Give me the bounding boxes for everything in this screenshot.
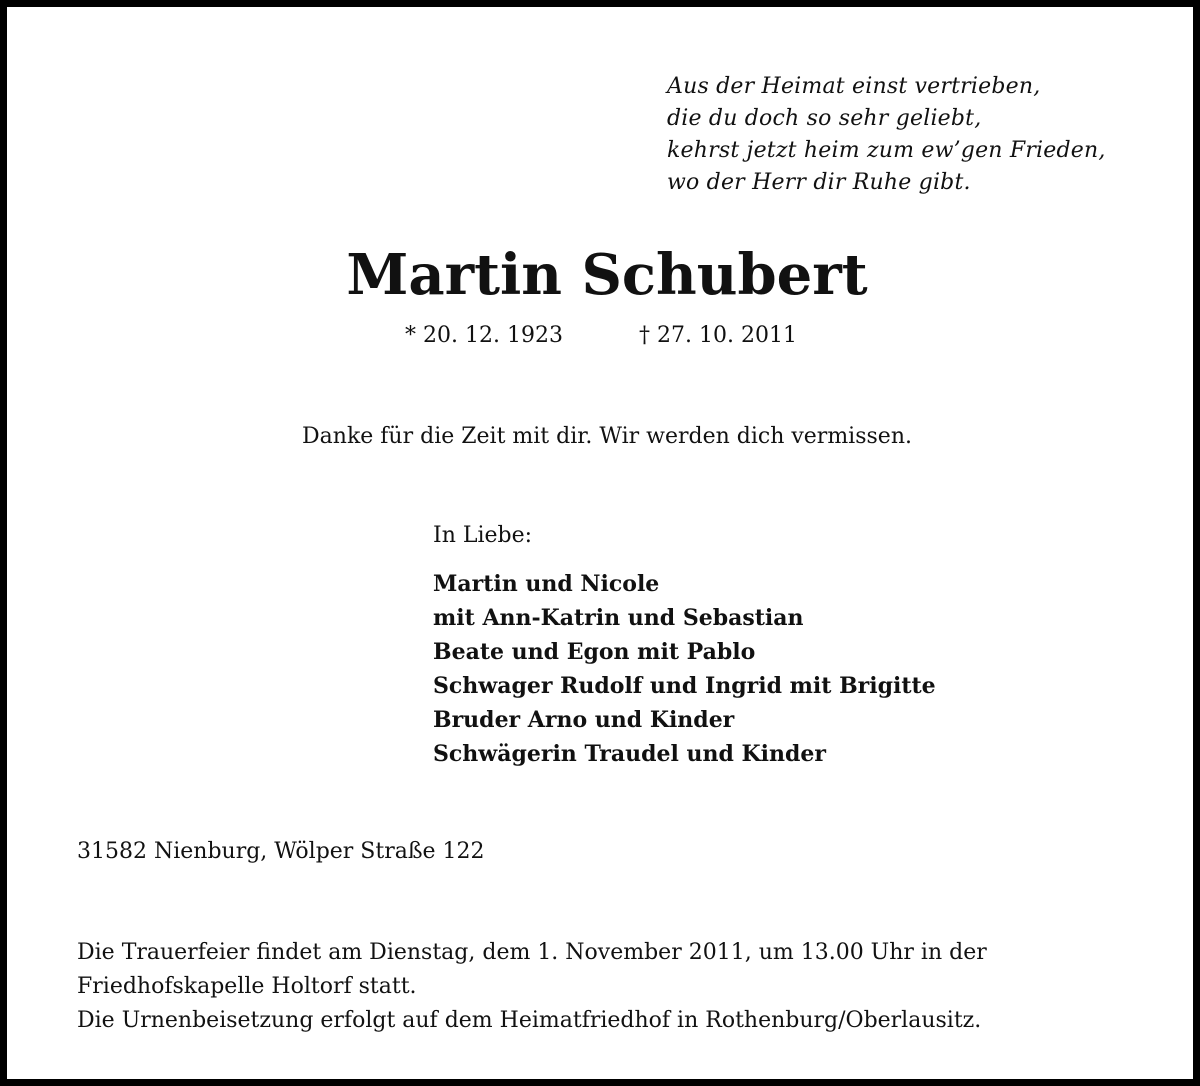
mourner-line: Schwager Rudolf und Ingrid mit Brigitte xyxy=(433,673,936,699)
poem xyxy=(667,71,1106,199)
mourner-line: Bruder Arno und Kinder xyxy=(433,707,735,733)
mourners-label: In Liebe: xyxy=(433,523,533,548)
service-line: Friedhofskapelle Holtorf statt. xyxy=(77,974,417,999)
poem-line: kehrst jetzt heim zum ew’gen Frieden, xyxy=(667,138,1106,163)
service-line: Die Urnenbeisetzung erfolgt auf dem Heimatfriedhof in Rothenburg/Oberlausitz. xyxy=(77,1008,982,1033)
mourner-line: Schwägerin Traudel und Kinder xyxy=(433,741,826,767)
mourner-line: Beate und Egon mit Pablo xyxy=(433,639,756,665)
mourner-line: Martin und Nicole xyxy=(433,571,660,597)
poem-line: die du doch so sehr geliebt, xyxy=(667,106,982,131)
deceased-name: Martin Schubert xyxy=(346,242,868,308)
birth-date: * 20. 12. 1923 xyxy=(405,323,563,348)
poem-line: wo der Herr dir Ruhe gibt. xyxy=(667,170,971,195)
poem-line: Aus der Heimat einst vertrieben, xyxy=(667,74,1041,99)
service-info xyxy=(77,936,987,1038)
service-line: Die Trauerfeier findet am Dienstag, dem 1. November 2011, um 13.00 Uhr in der xyxy=(77,940,987,965)
address: 31582 Nienburg, Wölper Straße 122 xyxy=(77,839,485,864)
mourners-list xyxy=(433,567,936,771)
thanks-line: Danke für die Zeit mit dir. Wir werden dich vermissen. xyxy=(302,424,912,449)
mourner-line: mit Ann-Katrin und Sebastian xyxy=(433,605,804,631)
death-date: † 27. 10. 2011 xyxy=(639,323,797,348)
